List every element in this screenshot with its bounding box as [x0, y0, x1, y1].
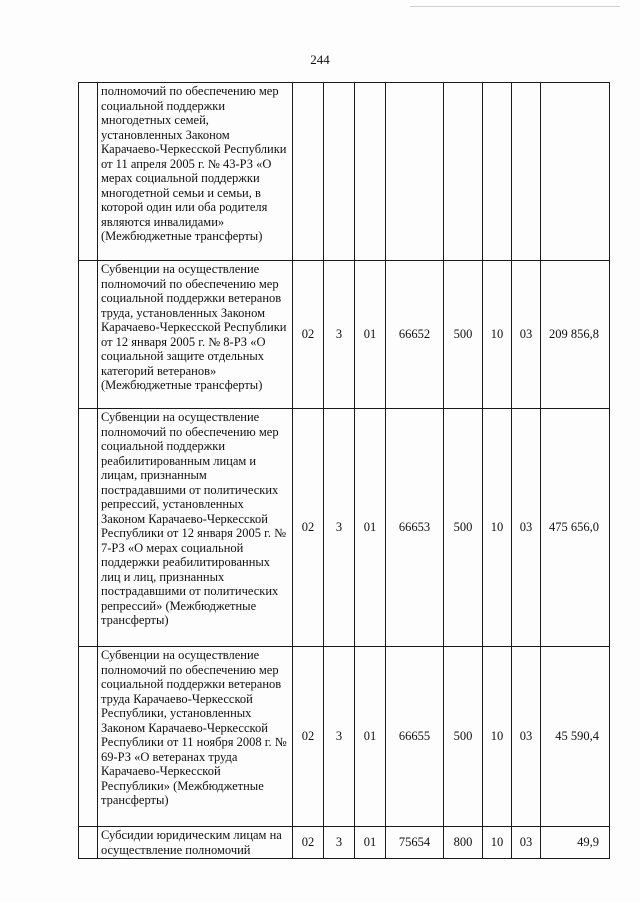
cell-code-6: 10	[483, 261, 512, 409]
cell-name: полномочий по обеспечению мер социальной поддержки многодетных семей, установленных Законом Карачаево-Черкесской Республики от 11 апреля 2005 г. № 43-РЗ «О мерах социальной поддержки многодетной семьи и семьи, в которой один или оба родителя являются инвалидами» (Межбюджетные трансферты)	[98, 83, 293, 261]
cell-blank	[79, 647, 98, 827]
cell-code-2: 3	[324, 261, 355, 409]
cell-code-5: 500	[444, 409, 483, 647]
cell-code-1	[293, 83, 324, 261]
cell-code-5: 500	[444, 261, 483, 409]
cell-name: Субвенции на осуществление полномочий по обеспечению мер социальной поддержки ветеранов труда Карачаево-Черкесской Республики, установленных Законом Карачаево-Черкесской Республики от 11 ноября 2008 г. № 69-РЗ «О ветеранах труда Карачаево-Черкесской Республики» (Межбюджетные трансферты)	[98, 647, 293, 827]
cell-code-7: 03	[512, 827, 541, 859]
cell-blank	[79, 261, 98, 409]
cell-code-1: 02	[293, 827, 324, 859]
scan-edge-line	[410, 6, 620, 7]
cell-code-2: 3	[324, 647, 355, 827]
cell-code-3: 01	[355, 261, 386, 409]
cell-code-2: 3	[324, 827, 355, 859]
cell-code-1: 02	[293, 647, 324, 827]
cell-code-3	[355, 83, 386, 261]
cell-sum: 45 590,4	[541, 647, 610, 827]
cell-code-1: 02	[293, 409, 324, 647]
cell-sum: 49,9	[541, 827, 610, 859]
cell-sum	[541, 83, 610, 261]
cell-code-3: 01	[355, 409, 386, 647]
cell-code-7: 03	[512, 409, 541, 647]
cell-code-4	[386, 83, 444, 261]
cell-code-6: 10	[483, 647, 512, 827]
cell-blank	[79, 827, 98, 859]
cell-sum: 475 656,0	[541, 409, 610, 647]
cell-code-6: 10	[483, 409, 512, 647]
cell-code-7: 03	[512, 261, 541, 409]
cell-code-2: 3	[324, 409, 355, 647]
table-row	[79, 647, 610, 827]
cell-code-3: 01	[355, 647, 386, 827]
cell-name: Субвенции на осуществление полномочий по обеспечению мер социальной поддержки реабилитированным лицам и лицам, признанным пострадавшими от политических репрессий, установленных Законом Карачаево-Черкесской Республики от 12 января 2005 г. № 7-РЗ «О мерах социальной поддержки реабилитированных лиц и лиц, признанных пострадавшими от политических репрессий» (Межбюджетные трансферты)	[98, 409, 293, 647]
cell-blank	[79, 409, 98, 647]
cell-code-2	[324, 83, 355, 261]
cell-code-5	[444, 83, 483, 261]
cell-code-5: 800	[444, 827, 483, 859]
cell-code-3: 01	[355, 827, 386, 859]
cell-code-1: 02	[293, 261, 324, 409]
table-row	[79, 827, 610, 859]
cell-name: Субсидии юридическим лицам на осуществление полномочий	[98, 827, 293, 859]
cell-sum: 209 856,8	[541, 261, 610, 409]
cell-code-4: 66653	[386, 409, 444, 647]
page-number: 244	[310, 52, 330, 67]
cell-code-6: 10	[483, 827, 512, 859]
budget-table	[78, 82, 610, 859]
cell-code-5: 500	[444, 647, 483, 827]
cell-code-4: 66652	[386, 261, 444, 409]
cell-name: Субвенции на осуществление полномочий по обеспечению мер социальной поддержки ветеранов труда, установленных Законом Карачаево-Черкесской Республики от 12 января 2005 г. № 8-РЗ «О социальной защите отдельных категорий ветеранов» (Межбюджетные трансферты)	[98, 261, 293, 409]
cell-code-7: 03	[512, 647, 541, 827]
cell-blank	[79, 83, 98, 261]
cell-code-6	[483, 83, 512, 261]
cell-code-4: 75654	[386, 827, 444, 859]
table-row	[79, 83, 610, 261]
table-row	[79, 409, 610, 647]
table-row	[79, 261, 610, 409]
cell-code-7	[512, 83, 541, 261]
cell-code-4: 66655	[386, 647, 444, 827]
